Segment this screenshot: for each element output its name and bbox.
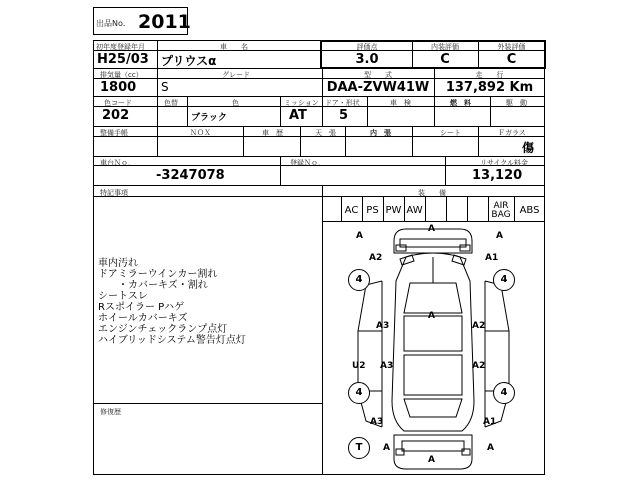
equip-ac: AC — [344, 205, 359, 216]
note-line: ホイールカバーキズ — [98, 313, 188, 324]
interior-value: C — [440, 52, 450, 67]
damage-mark: A1 — [483, 417, 497, 427]
notes-label: 特記事項 — [100, 189, 128, 197]
damage-mark: A2 — [472, 321, 486, 331]
seat-label: シート — [440, 129, 461, 137]
lot-label: 出品No． — [96, 19, 131, 28]
mission-label: ミッション — [284, 99, 319, 107]
damage-mark: A — [487, 443, 494, 453]
color-change-label: 色替 — [164, 99, 178, 107]
history-label: 車 歴 — [262, 129, 283, 137]
equip-abs: ABS — [519, 205, 540, 216]
sunroof-label: 天 張 — [315, 129, 336, 137]
recycle-value: 13,120 — [472, 168, 523, 183]
doors-label: ドア・形状 — [325, 99, 360, 107]
recycle-label: リサイクル料金 — [480, 159, 529, 167]
chassis-label: 車台Ｎｏ． — [100, 159, 135, 167]
spare-tire: T — [348, 437, 370, 459]
first-reg-label: 初年度登録年月 — [96, 43, 145, 51]
damage-mark: A — [428, 455, 435, 465]
type-value: DAA-ZVW41W — [326, 80, 430, 95]
damage-mark: A3 — [376, 321, 390, 331]
color-code-label: 色コード — [104, 99, 132, 107]
displacement-label: 排気量（cc） — [100, 71, 143, 79]
repair-label: 修復歴 — [100, 408, 121, 416]
grade-value: S — [161, 80, 169, 94]
drive-label: 駆 動 — [506, 99, 527, 107]
damage-mark: A3 — [370, 417, 384, 427]
color-label: 色 — [232, 99, 239, 107]
tire-front-left: 4 — [348, 269, 370, 291]
score-label: 評価点 — [356, 43, 378, 51]
note-line: ・カバーキズ・割れ — [98, 280, 208, 291]
chassis-value: -3247078 — [156, 168, 225, 183]
mission-value: AT — [289, 108, 307, 123]
color-value: ブラック — [191, 113, 227, 123]
type-label: 型 式 — [364, 71, 392, 79]
damage-mark: U2 — [352, 361, 366, 371]
mileage-value: 137,892 Km — [445, 80, 534, 95]
lot-number: 2011 — [138, 11, 191, 33]
damage-mark: A2 — [369, 253, 383, 263]
equip-ps: PS — [366, 205, 379, 216]
mileage-label: 走 行 — [475, 71, 504, 79]
tire-rear-left: 4 — [348, 382, 370, 404]
note-line: ハイブリッドシステム警告灯点灯 — [98, 335, 246, 346]
fglass-label: Ｆガラス — [498, 129, 526, 137]
interior-roof-label: 内 張 — [370, 129, 391, 137]
fglass-value: 傷 — [522, 141, 535, 155]
note-line: シートスレ — [98, 291, 148, 302]
exterior-value: C — [506, 52, 517, 67]
fuel-label: 燃 料 — [450, 99, 471, 107]
equipment-label: 装 備 — [418, 189, 446, 197]
damage-mark: A — [383, 443, 390, 453]
inspection-label: 車 検 — [390, 99, 411, 107]
first-reg-value: H25/03 — [97, 52, 149, 67]
grade-label: グレード — [222, 71, 250, 79]
model-value: プリウスα — [161, 54, 217, 68]
note-line: ドアミラーウインカー割れ — [98, 269, 218, 280]
damage-mark: A3 — [380, 361, 394, 371]
damage-mark: A — [496, 231, 503, 241]
interior-label: 内装評価 — [431, 43, 459, 51]
score-value: 3.0 — [355, 52, 379, 67]
note-line: エンジンチェックランプ点灯 — [98, 324, 228, 335]
displacement-value: 1800 — [100, 80, 137, 95]
manual-label: 整備手帳 — [100, 129, 128, 137]
damage-mark: A — [428, 311, 435, 321]
tire-rear-right: 4 — [493, 382, 515, 404]
doors-value: 5 — [339, 108, 349, 123]
exterior-label: 外装評価 — [497, 43, 526, 51]
tire-front-right: 4 — [493, 269, 515, 291]
regno-label: 登録Ｎｏ． — [290, 159, 325, 167]
equip-aw: AW — [406, 205, 423, 216]
nox-label: ＮＯＸ — [190, 129, 211, 137]
damage-mark: A — [356, 231, 363, 241]
note-line: 車内汚れ — [98, 258, 138, 269]
damage-mark: A1 — [485, 253, 499, 263]
model-label: 車 名 — [220, 43, 248, 51]
equip-pw: PW — [385, 205, 402, 216]
equip-airbag: AIR BAG — [491, 201, 511, 220]
damage-mark: A2 — [472, 361, 486, 371]
color-code-value: 202 — [102, 108, 130, 123]
damage-mark: A — [428, 224, 435, 234]
note-line: Rスポイラー Pハゲ — [98, 302, 185, 313]
